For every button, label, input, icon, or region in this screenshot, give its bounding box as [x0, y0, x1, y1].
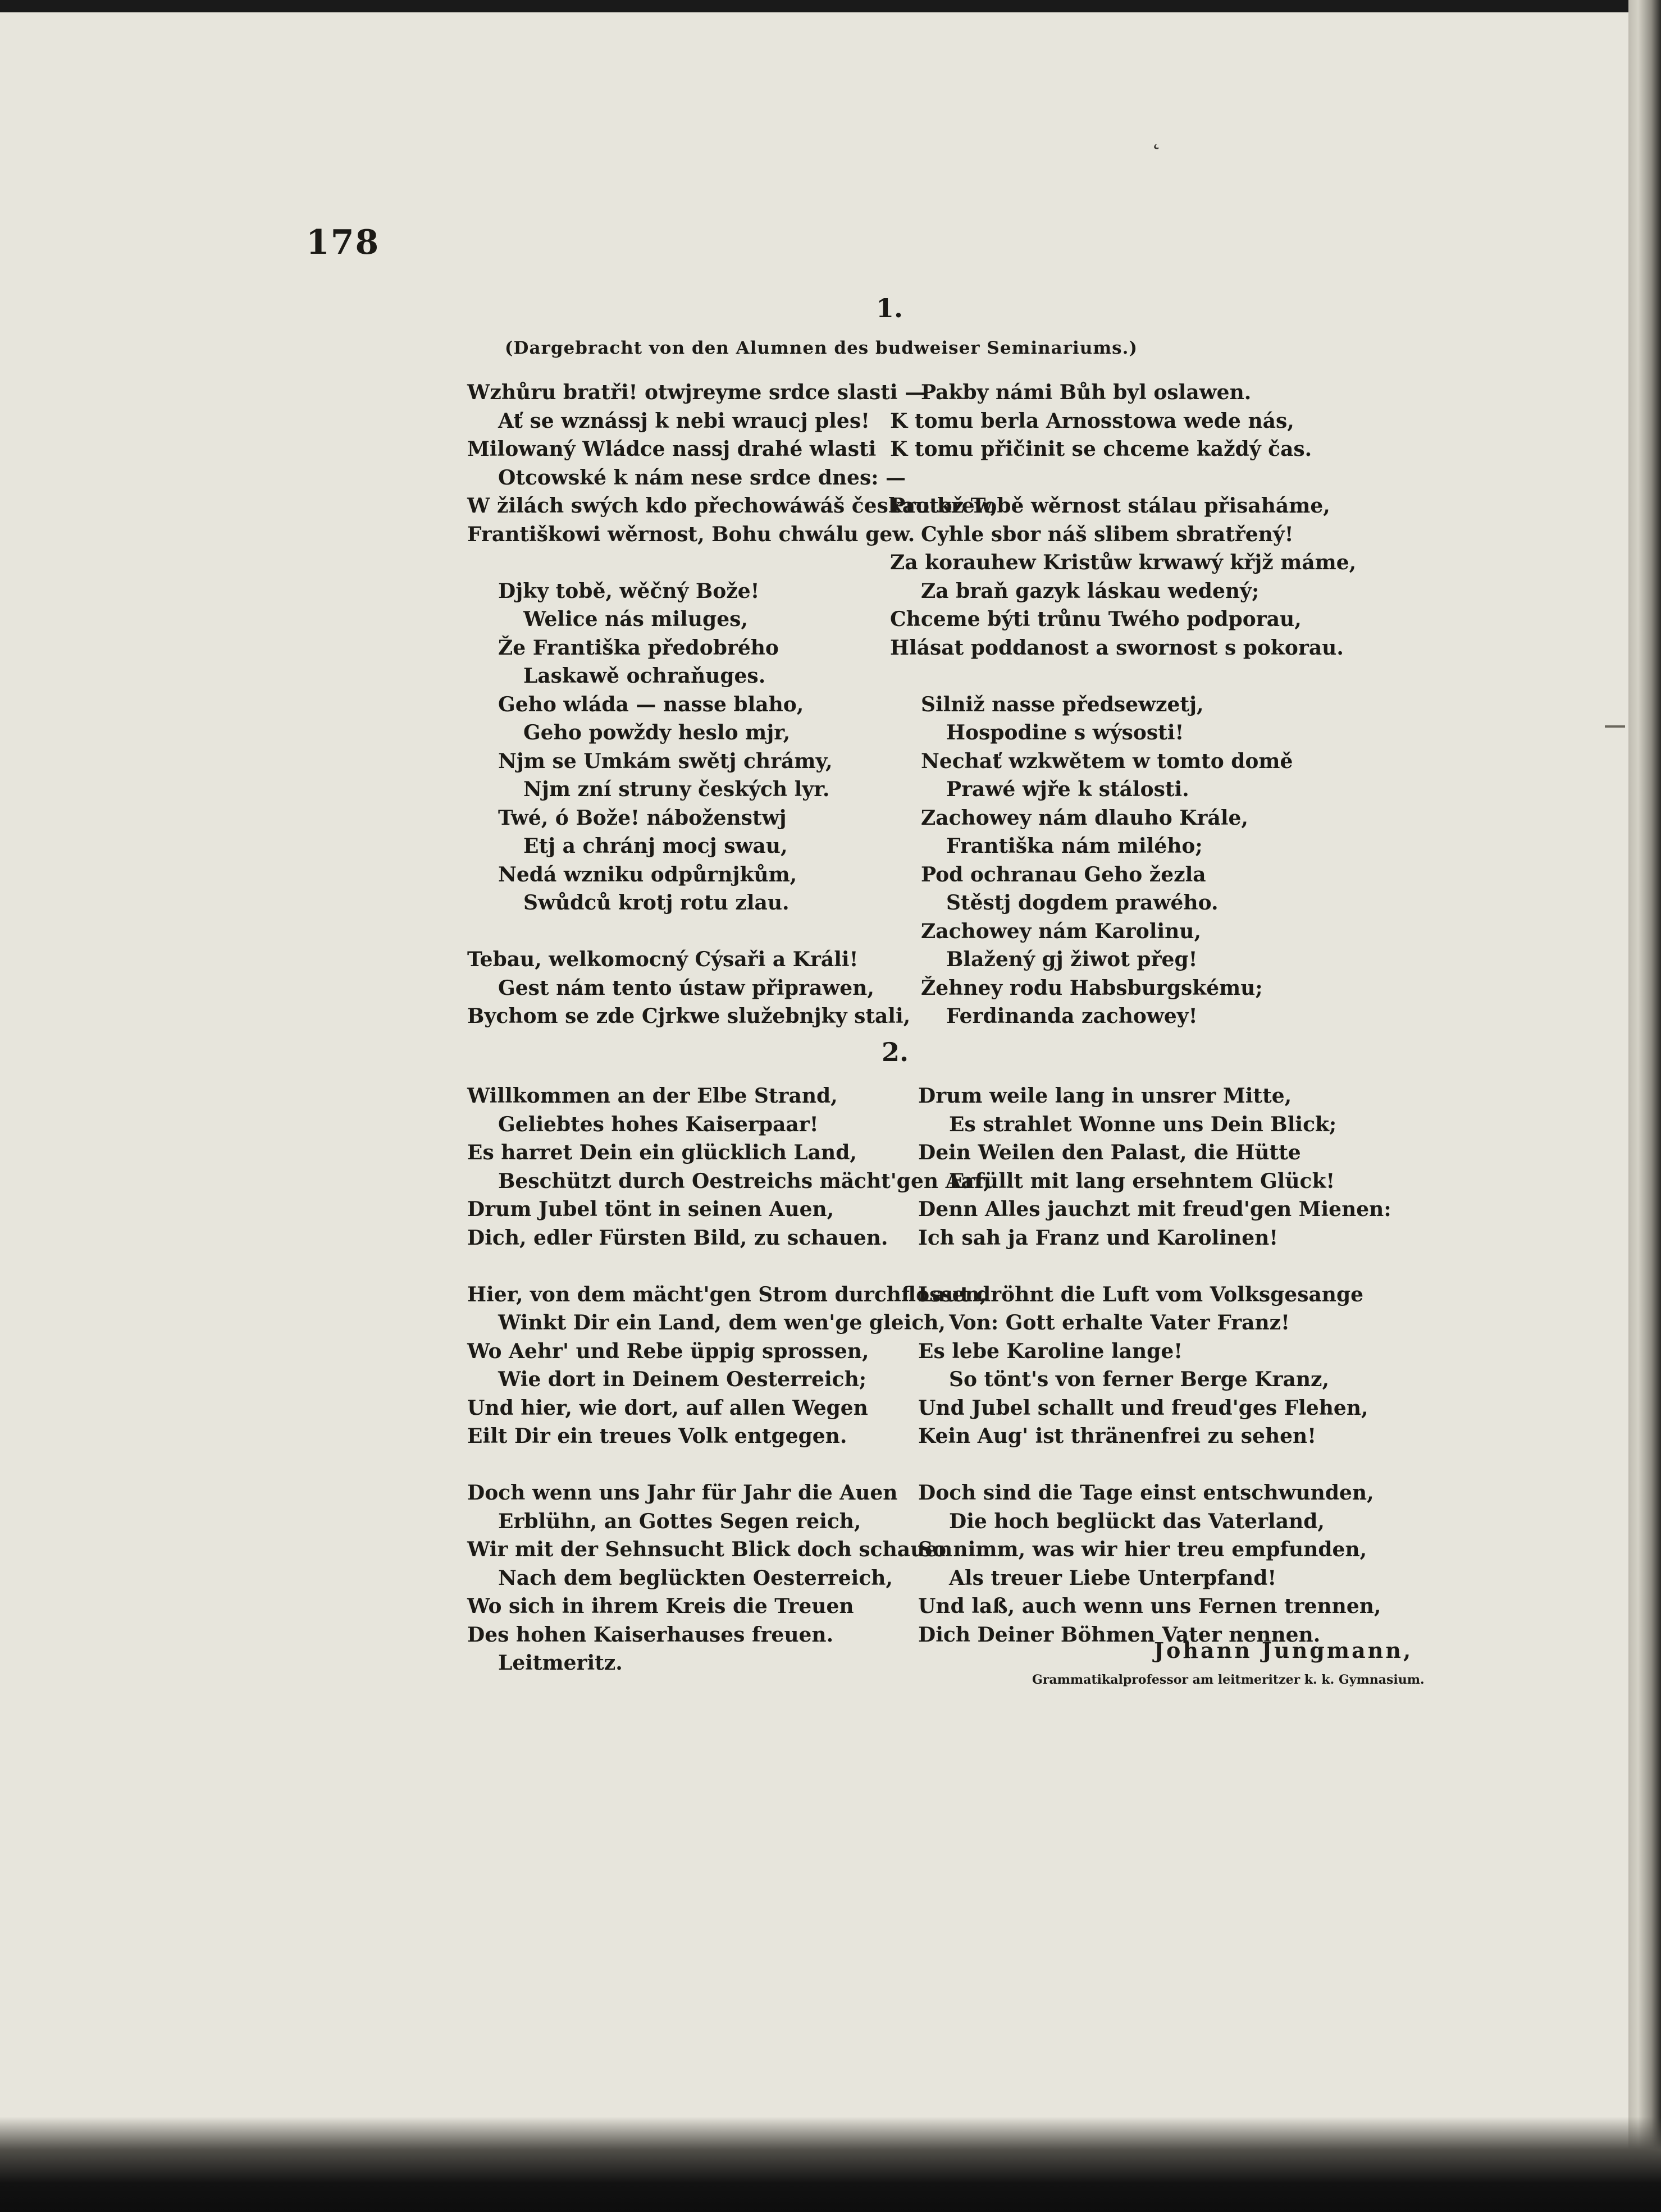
section-2-number: 2. — [882, 1037, 909, 1067]
stanza-break — [467, 1451, 991, 1479]
verse-line: Eilt Dir ein treues Volk entgegen. — [467, 1424, 847, 1448]
verse-line: Geho wláda — nasse blaho, — [498, 692, 804, 716]
stanza-break — [890, 464, 1356, 492]
verse-line: Njm zní struny českých lyr. — [523, 778, 830, 801]
verse-line: Geho powždy heslo mjr, — [523, 721, 791, 744]
verse-line: Blažený gj žiwot přeg! — [946, 948, 1198, 971]
verse-line: So tönt's von ferner Berge Kranz, — [949, 1368, 1330, 1391]
margin-mark — [1605, 725, 1625, 728]
verse-line: So nimm, was wir hier treu empfunden, — [918, 1538, 1367, 1561]
verse-line: Tebau, welkomocný Cýsaři a Králi! — [467, 948, 859, 971]
verse-line: Welice nás miluges, — [523, 607, 748, 631]
verse-line: K tomu berla Arnosstowa wede nás, — [890, 409, 1294, 433]
stanza-break — [890, 662, 1356, 691]
verse-line: Es lebe Karoline lange! — [918, 1339, 1183, 1363]
verse-line: Prawé wjře k stálosti. — [946, 778, 1189, 801]
verse-line: Že Františka předobrého — [498, 636, 779, 660]
verse-line: Die hoch beglückt das Vaterland, — [949, 1509, 1325, 1533]
poem-2-left-column — [467, 1082, 991, 1678]
verse-line: Djky tobě, wěčný Bože! — [498, 579, 760, 603]
verse-line: Dich Deiner Böhmen Vater nennen. — [918, 1623, 1321, 1647]
verse-line: Es strahlet Wonne uns Dein Blick; — [949, 1112, 1337, 1136]
verse-line: Es harret Dein ein glücklich Land, — [467, 1141, 857, 1164]
stanza-break — [467, 1252, 991, 1281]
verse-line: Wir mit der Sehnsucht Blick doch schauen — [467, 1538, 953, 1561]
verse-line: Chceme býti trůnu Twého podporau, — [890, 607, 1302, 631]
verse-line: Doch sind die Tage einst entschwunden, — [918, 1481, 1374, 1505]
verse-line: Hlásat poddanost a swornost s pokorau. — [890, 636, 1344, 660]
verse-line: Nedá wzniku odpůrnjkům, — [498, 862, 797, 886]
verse-line: Gest nám tento ústaw připrawen, — [498, 976, 874, 1000]
verse-line: Und laß, auch wenn uns Fernen trennen, — [918, 1594, 1381, 1618]
book-page — [0, 12, 1642, 2212]
poem-2-right-column — [918, 1082, 1391, 1649]
verse-line: Pod ochranau Geho žezla — [921, 862, 1206, 886]
verse-line: W žilách swých kdo přechowáwáš českau krew, — [467, 494, 998, 518]
verse-line: Kein Aug' ist thränenfrei zu sehen! — [918, 1424, 1317, 1448]
verse-line: Dich, edler Fürsten Bild, zu schauen. — [467, 1226, 888, 1250]
verse-line: Wie dort in Deinem Oesterreich; — [498, 1368, 867, 1391]
verse-line: Stěstj dogdem prawého. — [946, 891, 1219, 915]
verse-line: Zachowey nám Karolinu, — [921, 919, 1202, 943]
verse-line: Ich sah ja Franz und Karolinen! — [918, 1226, 1279, 1250]
verse-line: Františka nám milého; — [946, 834, 1203, 858]
verse-line: Laskawě ochraňuges. — [523, 664, 766, 688]
author-affiliation: Grammatikalprofessor am leitmeritzer k. k. Gymnasium. — [1032, 1672, 1425, 1687]
section-1-number: 1. — [876, 293, 903, 323]
verse-line: Bychom se zde Cjrkwe služebnjky stali, — [467, 1004, 911, 1028]
verse-line: Cyhle sbor náš slibem sbratřený! — [921, 522, 1294, 546]
verse-line: Laut dröhnt die Luft vom Volksgesange — [918, 1282, 1364, 1306]
page-number: 178 — [306, 223, 380, 262]
verse-line: Doch wenn uns Jahr für Jahr die Auen — [467, 1481, 898, 1505]
verse-line: Wo sich in ihrem Kreis die Treuen — [467, 1594, 854, 1618]
verse-line: Zachowey nám dlauho Krále, — [921, 806, 1248, 830]
verse-line: Wo Aehr' und Rebe üppig sprossen, — [467, 1339, 869, 1363]
verse-line: Drum weile lang in unsrer Mitte, — [918, 1084, 1292, 1108]
ink-speck: ˛ — [1150, 122, 1162, 150]
poem-1-right-column — [890, 378, 1356, 1031]
verse-line: Za braň gazyk láskau wedený; — [921, 579, 1260, 603]
page-edge — [1628, 0, 1661, 2212]
verse-line: Als treuer Liebe Unterpfand! — [949, 1566, 1277, 1590]
verse-line: Milowaný Wládce nassj drahé wlasti — [467, 437, 877, 461]
verse-line: Ferdinanda zachowey! — [946, 1004, 1198, 1028]
verse-line: Von: Gott erhalte Vater Franz! — [949, 1311, 1290, 1334]
verse-line: K tomu přičinit se chceme každý čas. — [890, 437, 1312, 461]
verse-line: Žehney rodu Habsburgskému; — [921, 976, 1263, 1000]
verse-line: Za korauhew Kristůw krwawý křjž máme, — [890, 551, 1357, 574]
verse-line: Pakby námi Bůh byl oslawen. — [921, 381, 1252, 404]
verse-line: Winkt Dir ein Land, dem wen'ge gleich, — [498, 1311, 946, 1334]
author-signature: Johann Jungmann, — [1154, 1638, 1413, 1663]
verse-line: Otcowské k nám nese srdce dnes: — — [498, 465, 906, 490]
section-1-subtitle: (Dargebracht von den Alumnen des budweiser Seminariums.) — [504, 338, 1138, 358]
verse-line: Františkowi wěrnost, Bohu chwálu gew. — [467, 522, 915, 546]
verse-line: Nechať wzkwětem w tomto domě — [921, 749, 1293, 773]
verse-line: Und hier, wie dort, auf allen Wegen — [467, 1396, 868, 1420]
verse-line: Twé, ó Bože! náboženstwj — [498, 806, 787, 830]
verse-line: Denn Alles jauchzt mit freud'gen Mienen: — [918, 1198, 1391, 1221]
verse-line: Hospodine s wýsosti! — [946, 721, 1184, 744]
verse-line: Ať se wznássj k nebi wraucj ples! — [498, 409, 870, 433]
verse-line: Wzhůru bratři! otwjreyme srdce slasti — — [467, 381, 925, 404]
verse-line: Swůdců krotj rotu zlau. — [523, 891, 790, 915]
verse-line: Leitmeritz. — [498, 1651, 623, 1675]
verse-line: Geliebtes hohes Kaiserpaar! — [498, 1112, 819, 1136]
stanza-break — [918, 1451, 1391, 1479]
verse-line: Willkommen an der Elbe Strand, — [467, 1084, 838, 1108]
verse-line: Erblühn, an Gottes Segen reich, — [498, 1509, 861, 1533]
verse-line: Drum Jubel tönt in seinen Auen, — [467, 1198, 834, 1221]
verse-line: Und Jubel schallt und freud'ges Flehen, — [918, 1396, 1368, 1420]
verse-line: Protož Tobě wěrnost stálau přisaháme, — [890, 494, 1330, 518]
verse-line: Erfüllt mit lang ersehntem Glück! — [949, 1169, 1335, 1193]
verse-line: Des hohen Kaiserhauses freuen. — [467, 1623, 834, 1647]
verse-line: Beschützt durch Oestreichs mächt'gen Aar, — [498, 1169, 991, 1193]
verse-line: Nach dem beglückten Oesterreich, — [498, 1566, 893, 1590]
verse-line: Etj a chránj mocj swau, — [523, 834, 788, 858]
scan-shadow — [0, 2117, 1661, 2212]
stanza-break — [918, 1252, 1391, 1281]
verse-line: Dein Weilen den Palast, die Hütte — [918, 1141, 1301, 1164]
verse-line: Silniž nasse předsewzetj, — [921, 692, 1204, 716]
verse-line: Njm se Umkám swětj chrámy, — [498, 749, 833, 773]
verse-line: Hier, von dem mächt'gen Strom durchflossen, — [467, 1282, 987, 1306]
